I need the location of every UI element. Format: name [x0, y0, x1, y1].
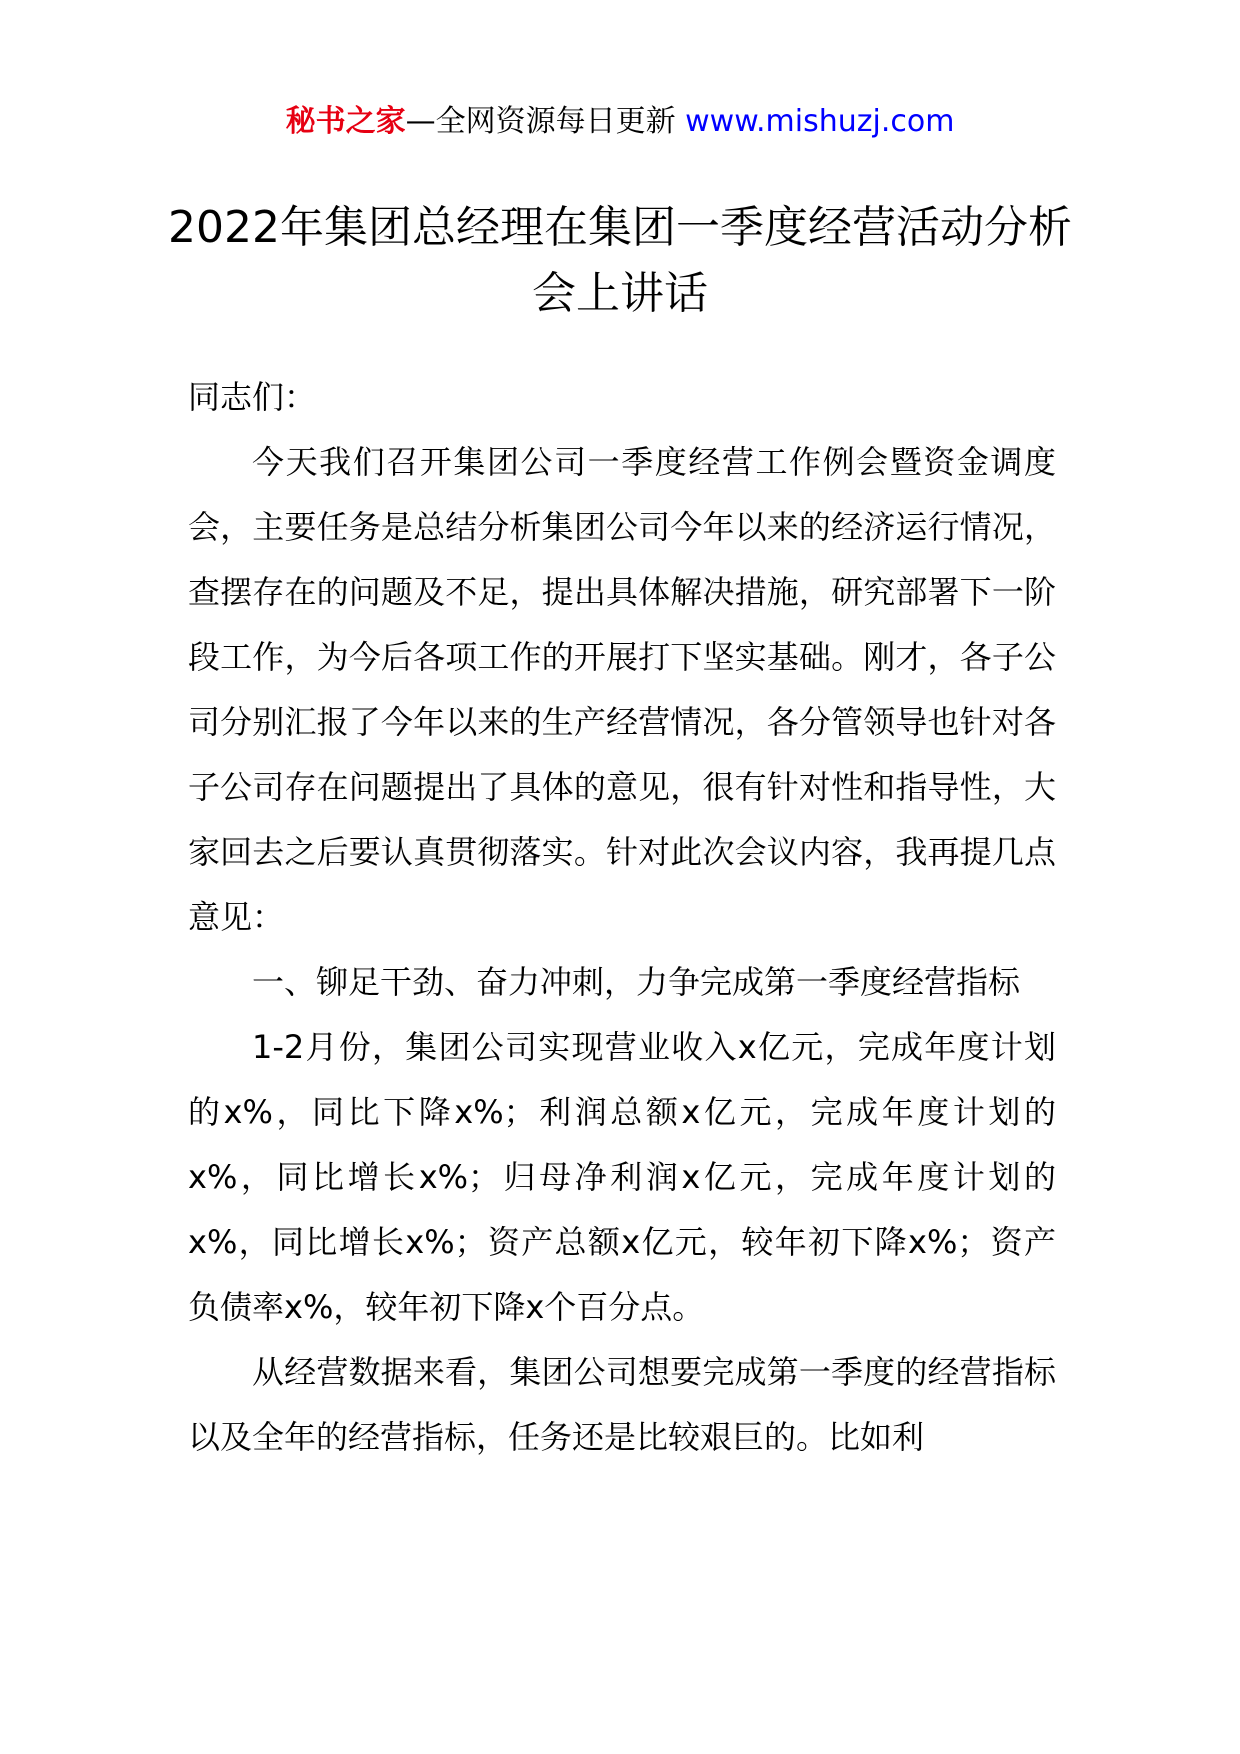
banner-tagline: —全网资源每日更新 — [405, 104, 676, 139]
section-heading-one: 一、铆足干劲、奋力冲刺，力争完成第一季度经营指标 — [252, 963, 1021, 1001]
paragraph-intro: 今天我们召开集团公司一季度经营工作例会暨资金调度会，主要任务是总结分析集团公司今年以来的经济运行情况，查摆存在的问题及不足，提出具体解决措施，研究部署下一阶段工作，为今后各项工作的开展打下坚实基础。刚才，各子公司分别汇报了今年以来的生产经营情况，各分管领导也针对各子公司存在问题提出了具体的意见，很有针对性和指导性，大家回去之后要认真贯彻落实。针对此次会议内容，我再提几点意见： — [188, 443, 1056, 936]
paragraph-analysis: 从经营数据来看，集团公司想要完成第一季度的经营指标以及全年的经营指标，任务还是比较艰巨的。比如利 — [188, 1353, 1056, 1456]
salutation: 同志们： — [188, 378, 317, 416]
document-body — [188, 365, 1056, 1470]
brand-name: 秘书之家 — [285, 104, 406, 139]
site-url-link[interactable]: www.mishuzj.com — [685, 104, 955, 139]
paragraph-figures: 1-2月份，集团公司实现营业收入x亿元，完成年度计划的x%，同比下降x%；利润总额x亿元，完成年度计划的x%，同比增长x%；归母净利润x亿元，完成年度计划的x%，同比增长x%；资产总额x亿元，较年初下降x%；资产负债率x%，较年初下降x个百分点。 — [188, 1028, 1056, 1326]
site-banner — [0, 101, 1240, 143]
document-title: 2022年集团总经理在集团一季度经营活动分析会上讲话 — [168, 202, 1072, 319]
